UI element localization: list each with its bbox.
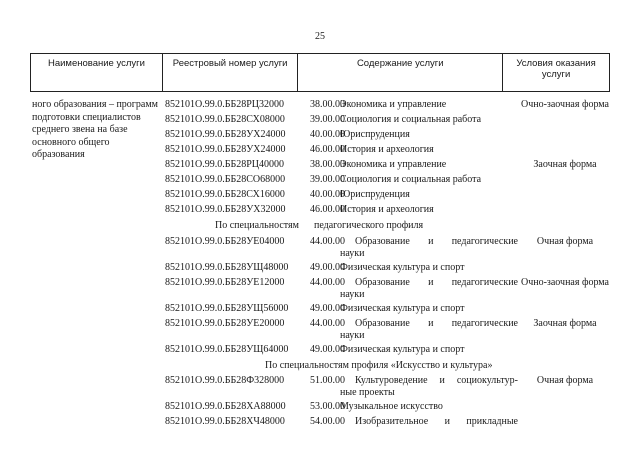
header-service-conditions: Условия оказания услуги <box>503 54 610 92</box>
registry-number: 852101О.99.0.ББ28СХ16000 <box>165 189 285 200</box>
specialty-name: История и археология <box>340 144 434 155</box>
specialty-name: Культуроведение и социокультур- <box>355 375 518 386</box>
page-number: 25 <box>315 31 325 42</box>
specialty-name: Юриспруденция <box>340 189 410 200</box>
specialty-code: 39.00.00 <box>310 174 345 185</box>
registry-number: 852101О.99.0.ББ28УЕ12000 <box>165 277 285 288</box>
registry-number: 852101О.99.0.ББ28УЩ64000 <box>165 344 289 355</box>
specialty-name: Экономика и управление <box>340 159 447 170</box>
registry-number: 852101О.99.0.ББ28УХ24000 <box>165 144 286 155</box>
registry-number: 852101О.99.0.ББ28УХ24000 <box>165 129 286 140</box>
registry-number: 852101О.99.0.ББ28РЦ40000 <box>165 159 284 170</box>
registry-number: 852101О.99.0.ББ28УЕ20000 <box>165 318 285 329</box>
specialty-code: 44.00.00 <box>310 277 345 288</box>
specialty-code: 38.00.00 <box>310 99 345 110</box>
specialty-code: 44.00.00 <box>310 236 345 247</box>
specialty-code: 40.00.00 <box>310 129 345 140</box>
specialty-code: 38.00.00 <box>310 159 345 170</box>
service-name: ного образования – программ подготовки специалистов среднего звена на базе основного общего образования <box>32 99 159 160</box>
specialty-code: 49.00.00 <box>310 344 345 355</box>
registry-number: 852101О.99.0.ББ28РЦ32000 <box>165 99 284 110</box>
registry-number: 852101О.99.0.ББ28ХЧ48000 <box>165 416 285 427</box>
service-condition: Очная форма <box>536 375 594 386</box>
service-condition: Очная форма <box>536 236 594 247</box>
service-condition: Заочная форма <box>533 318 597 329</box>
specialty-code: 39.00.00 <box>310 114 345 125</box>
registry-number: 852101О.99.0.ББ28УЩ48000 <box>165 262 289 273</box>
header-registry-number: Реестровый номер услуги <box>162 54 298 92</box>
section-heading-right: педагогического профиля <box>314 220 424 231</box>
registry-number: 852101О.99.0.ББ28УЕ04000 <box>165 236 285 247</box>
specialty-name-continued: науки <box>340 330 365 341</box>
specialty-name-continued: науки <box>340 248 365 259</box>
specialty-name: Физическая культура и спорт <box>340 344 465 355</box>
specialty-name: Изобразительное и прикладные <box>355 416 518 427</box>
specialty-code: 51.00.00 <box>310 375 345 386</box>
specialty-name: Образование и педагогические <box>355 236 518 247</box>
services-table-header <box>30 53 610 92</box>
section-heading-left: По специальностям <box>215 220 299 231</box>
specialty-name: Социология и социальная работа <box>340 114 482 125</box>
specialty-name-continued: науки <box>340 289 365 300</box>
specialty-code: 40.00.00 <box>310 189 345 200</box>
service-condition: Заочная форма <box>533 159 597 170</box>
registry-number: 852101О.99.0.ББ28УЩ56000 <box>165 303 289 314</box>
specialty-code: 53.00.00 <box>310 401 345 412</box>
registry-number: 852101О.99.0.ББ28ХА88000 <box>165 401 286 412</box>
specialty-name: История и археология <box>340 204 434 215</box>
specialty-name: Физическая культура и спорт <box>340 262 465 273</box>
header-service-name: Наименование услуги <box>31 54 163 92</box>
service-condition: Очно-заочная форма <box>520 277 609 288</box>
specialty-code: 54.00.00 <box>310 416 345 427</box>
specialty-name-continued: ные проекты <box>340 387 395 398</box>
registry-number: 852101О.99.0.ББ28Ф328000 <box>165 375 285 386</box>
registry-number: 852101О.99.0.ББ28УХ32000 <box>165 204 286 215</box>
specialty-code: 46.00.00 <box>310 144 345 155</box>
service-condition: Очно-заочная форма <box>520 99 609 110</box>
registry-number: 852101О.99.0.ББ28СХ08000 <box>165 114 285 125</box>
specialty-name: Образование и педагогические <box>355 318 518 329</box>
specialty-name: Образование и педагогические <box>355 277 518 288</box>
registry-number: 852101О.99.0.ББ28СО68000 <box>165 174 286 185</box>
section-heading-text: По специальностям профиля «Искусство и культура» <box>265 360 493 371</box>
specialty-name: Музыкальное искусство <box>340 401 443 412</box>
specialty-name: Юриспруденция <box>340 129 410 140</box>
specialty-code: 49.00.00 <box>310 262 345 273</box>
specialty-code: 46.00.00 <box>310 204 345 215</box>
specialty-code: 49.00.00 <box>310 303 345 314</box>
specialty-name: Экономика и управление <box>340 99 447 110</box>
specialty-code: 44.00.00 <box>310 318 345 329</box>
specialty-name: Социология и социальная работа <box>340 174 482 185</box>
header-service-content: Содержание услуги <box>298 54 503 92</box>
specialty-name: Физическая культура и спорт <box>340 303 465 314</box>
